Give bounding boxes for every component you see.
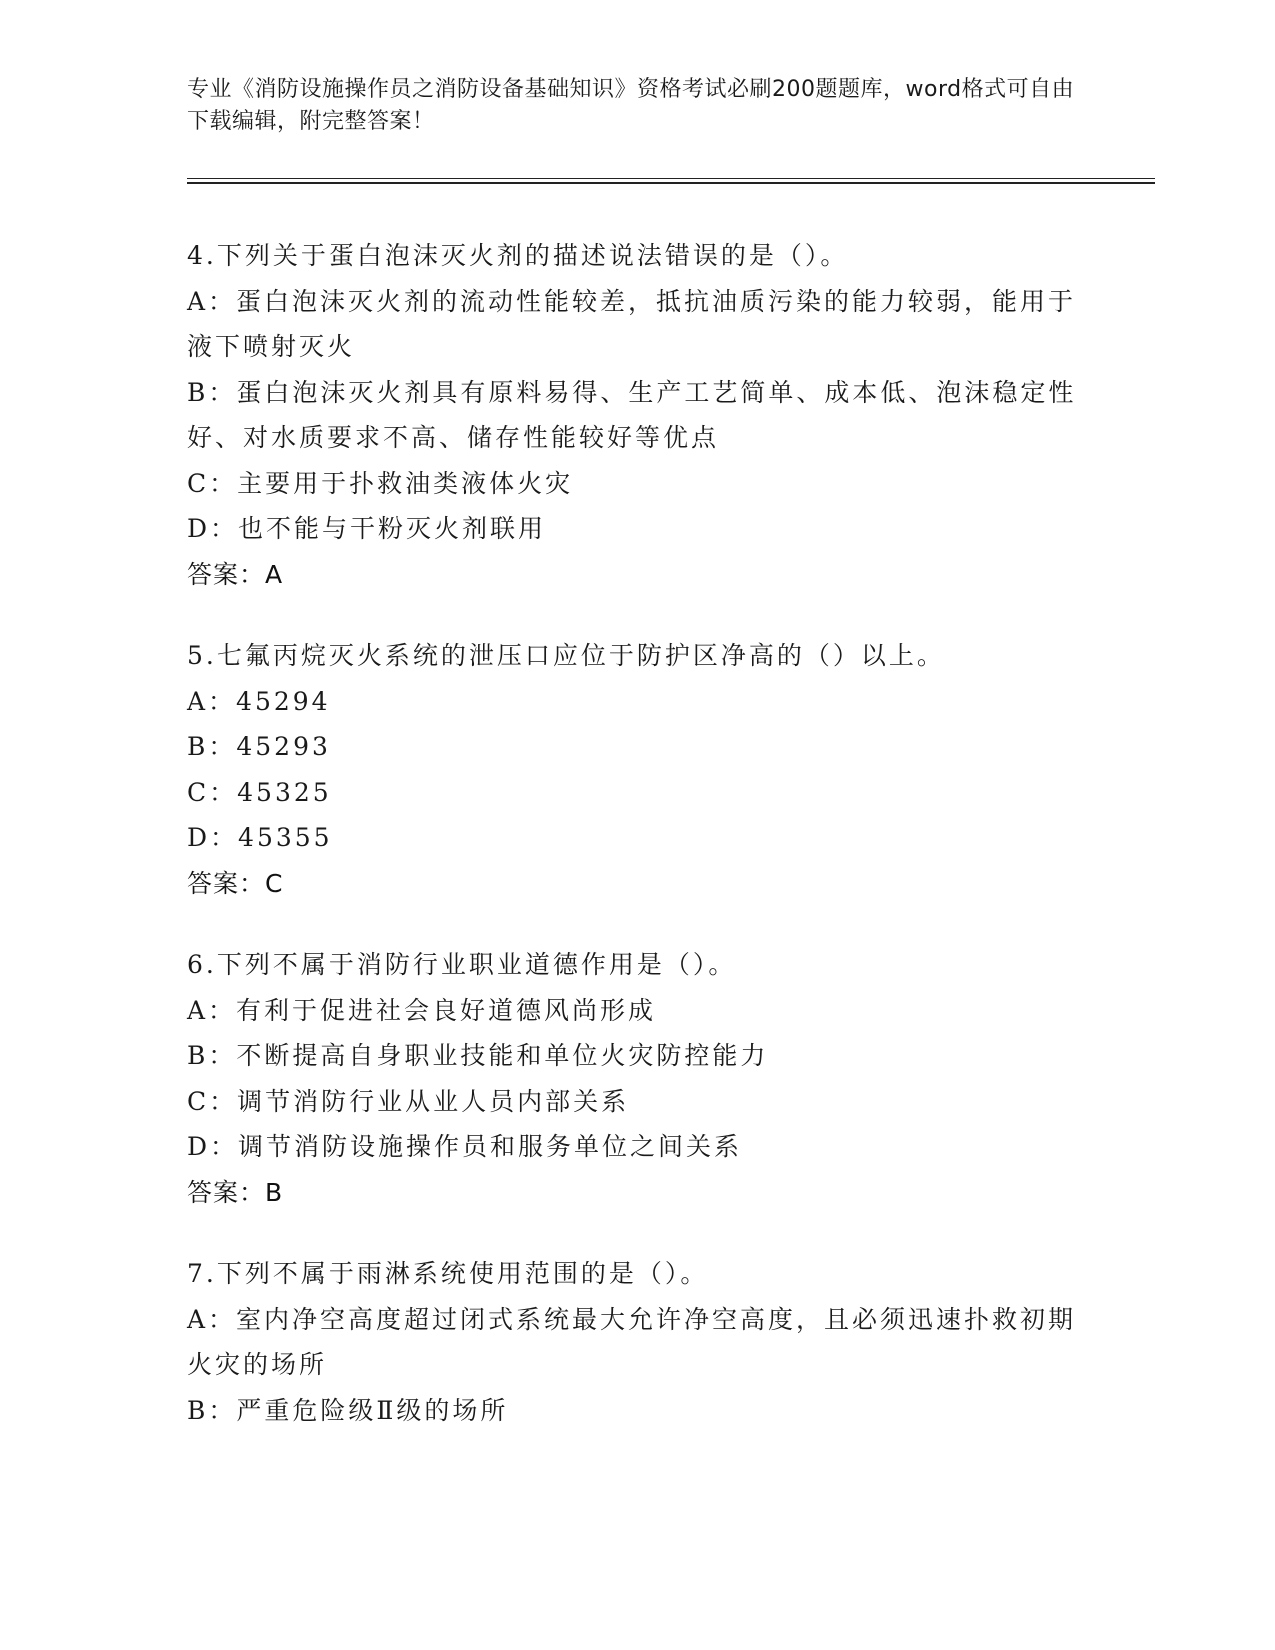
option-a: A：45294: [187, 686, 331, 716]
question-stem: 4.下列关于蛋白泡沫灭火剂的描述说法错误的是（）。: [187, 241, 849, 270]
option-b: B：45293: [187, 732, 331, 761]
option-c: C：主要用于扑救油类液体火灾: [187, 468, 574, 498]
question-7: [187, 1251, 1077, 1433]
option-a: A：蛋白泡沫灭火剂的流动性能较差，抵抗油质污染的能力较弱，能用于液下喷射灭火: [187, 286, 1077, 361]
answer-line: 答案：A: [187, 559, 284, 589]
option-d: D：也不能与干粉灭火剂联用: [187, 514, 547, 543]
header-divider-thick: [187, 182, 1155, 184]
option-d: D：45355: [187, 823, 333, 852]
question-stem: 5.七氟丙烷灭火系统的泄压口应位于防护区净高的（）以上。: [187, 641, 945, 670]
question-stem: 6.下列不属于消防行业职业道德作用是（）。: [187, 950, 737, 979]
option-d: D：调节消防设施操作员和服务单位之间关系: [187, 1132, 743, 1161]
question-4: [187, 233, 1077, 597]
question-6: [187, 942, 1077, 1215]
option-a: A：有利于促进社会良好道德风尚形成: [187, 995, 657, 1025]
question-list: [187, 233, 1077, 1469]
option-b: B：蛋白泡沫灭火剂具有原料易得、生产工艺简单、成本低、泡沫稳定性好、对水质要求不高、储存性能较好等优点: [187, 377, 1077, 452]
question-stem: 7.下列不属于雨淋系统使用范围的是（）。: [187, 1259, 709, 1288]
option-c: C：45325: [187, 777, 332, 807]
option-b: B：严重危险级Ⅱ级的场所: [187, 1395, 509, 1425]
answer-line: 答案：C: [187, 868, 284, 898]
option-b: B：不断提高自身职业技能和单位火灾防控能力: [187, 1041, 769, 1070]
question-5: [187, 633, 1077, 906]
option-c: C：调节消防行业从业人员内部关系: [187, 1086, 630, 1116]
option-a: A：室内净空高度超过闭式系统最大允许净空高度，且必须迅速扑救初期火灾的场所: [187, 1304, 1077, 1379]
document-header: 专业《消防设施操作员之消防设备基础知识》资格考试必刷200题题库，word格式可自由下载编辑，附完整答案！: [187, 77, 1075, 134]
answer-line: 答案：B: [187, 1177, 284, 1207]
header-divider-thin: [187, 178, 1155, 179]
